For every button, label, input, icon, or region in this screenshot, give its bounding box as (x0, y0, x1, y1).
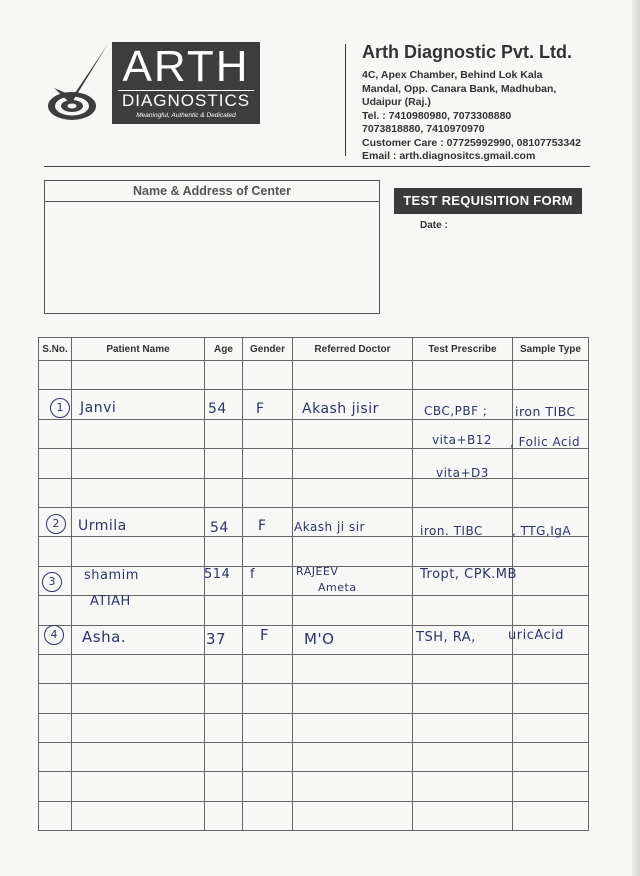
table-row (39, 537, 589, 566)
hw-age: 514 (204, 567, 231, 582)
hw-test-prescribe: vita+B12 (432, 433, 493, 447)
table-row (39, 684, 589, 713)
table-cell[interactable] (39, 772, 72, 801)
col-header-age: Age (205, 338, 243, 361)
table-cell[interactable] (413, 654, 513, 683)
table-cell[interactable] (513, 801, 589, 830)
table-cell[interactable] (205, 654, 243, 683)
table-cell[interactable] (513, 772, 589, 801)
table-row (39, 654, 589, 683)
table-cell[interactable] (72, 361, 205, 390)
table-cell[interactable] (205, 801, 243, 830)
center-box-heading: Name & Address of Center (45, 181, 379, 202)
table-cell[interactable] (39, 419, 72, 448)
table-cell[interactable] (243, 507, 293, 536)
table-cell[interactable] (243, 537, 293, 566)
table-cell[interactable] (413, 713, 513, 742)
table-cell[interactable] (413, 743, 513, 772)
table-cell[interactable] (513, 743, 589, 772)
table-cell[interactable] (413, 772, 513, 801)
col-header-gender: Gender (243, 338, 293, 361)
hw-test-prescribe: iron. TIBC (420, 524, 483, 538)
company-logo (112, 42, 260, 124)
hw-test-prescribe: vita+D3 (436, 466, 489, 480)
hw-age: 54 (208, 401, 227, 417)
hw-patient-name: shamim (84, 568, 139, 583)
logo-wordmark: ARTH (122, 42, 250, 91)
table-row (39, 743, 589, 772)
table-cell[interactable] (243, 419, 293, 448)
company-info (362, 42, 634, 164)
hw-patient-name: Asha. (82, 628, 127, 646)
hw-test-prescribe: Tropt, CPK.MB (420, 567, 517, 582)
table-cell[interactable] (293, 596, 413, 625)
table-cell[interactable] (293, 684, 413, 713)
table-cell[interactable] (293, 361, 413, 390)
telephone-line: Tel. : 7410980980, 7073308880 (362, 109, 512, 122)
table-cell[interactable] (72, 772, 205, 801)
table-cell[interactable] (72, 801, 205, 830)
table-cell[interactable] (39, 713, 72, 742)
table-cell[interactable] (293, 743, 413, 772)
table-cell[interactable] (39, 361, 72, 390)
telephone-line: 7073818880, 7410970970 (362, 123, 485, 135)
table-cell[interactable] (72, 713, 205, 742)
hw-referred-doctor: Akash jisir (302, 401, 379, 417)
table-cell[interactable] (243, 654, 293, 683)
table-cell[interactable] (243, 478, 293, 507)
table-cell[interactable] (39, 654, 72, 683)
table-cell[interactable] (513, 566, 589, 595)
hw-patient-name: Urmila (78, 518, 127, 534)
table-cell[interactable] (413, 596, 513, 625)
company-name: Arth Diagnostic Pvt. Ltd. (362, 42, 573, 62)
hw-referred-doctor: RAJEEV (296, 565, 339, 578)
table-cell[interactable] (39, 684, 72, 713)
table-cell[interactable] (243, 772, 293, 801)
table-cell[interactable] (513, 596, 589, 625)
col-header-patient-name: Patient Name (72, 338, 205, 361)
table-cell[interactable] (513, 684, 589, 713)
hw-sample-type: , TTG,IgA (512, 524, 572, 538)
table-cell[interactable] (413, 684, 513, 713)
table-cell[interactable] (205, 596, 243, 625)
table-cell[interactable] (205, 478, 243, 507)
table-cell[interactable] (72, 478, 205, 507)
table-cell[interactable] (293, 713, 413, 742)
address-line: Mandal, Opp. Canara Bank, Madhuban, (362, 82, 557, 95)
table-cell[interactable] (72, 449, 205, 478)
target-check-logo-icon (44, 40, 114, 124)
table-cell[interactable] (243, 361, 293, 390)
col-header-referred-doctor: Referred Doctor (293, 338, 413, 361)
header-rule (44, 166, 590, 167)
hw-referred-doctor: Akash ji sir (294, 520, 365, 534)
hw-referred-doctor: M'O (304, 630, 335, 648)
col-header-test-prescribe: Test Prescribe (413, 338, 513, 361)
table-cell[interactable] (513, 537, 589, 566)
table-cell[interactable] (205, 713, 243, 742)
table-cell[interactable] (513, 449, 589, 478)
table-cell[interactable] (413, 478, 513, 507)
table-row (39, 801, 589, 830)
table-cell[interactable] (72, 419, 205, 448)
hw-age: 54 (210, 520, 229, 536)
email-line: Email : arth.diagnositcs.gmail.com (362, 150, 536, 162)
table-cell[interactable] (205, 361, 243, 390)
table-cell[interactable] (205, 772, 243, 801)
table-cell[interactable] (243, 801, 293, 830)
table-cell[interactable] (72, 743, 205, 772)
table-cell[interactable] (513, 713, 589, 742)
table-cell[interactable] (293, 654, 413, 683)
hw-test-prescribe: CBC,PBF ; (424, 404, 488, 418)
serial-circle: 2 (46, 514, 66, 534)
table-cell[interactable] (513, 654, 589, 683)
hw-gender: F (260, 626, 270, 644)
table-cell[interactable] (39, 478, 72, 507)
table-header-row (39, 338, 589, 361)
table-cell[interactable] (205, 743, 243, 772)
col-header-sno: S.No. (39, 338, 72, 361)
table-cell[interactable] (72, 684, 205, 713)
table-cell[interactable] (72, 537, 205, 566)
table-row (39, 449, 589, 478)
table-cell[interactable] (243, 390, 293, 419)
table-row (39, 361, 589, 390)
table-cell[interactable] (39, 801, 72, 830)
col-header-sample-type: Sample Type (513, 338, 589, 361)
hw-gender: F (256, 401, 265, 417)
table-cell[interactable] (243, 449, 293, 478)
table-row (39, 419, 589, 448)
center-address-box[interactable] (44, 180, 380, 314)
hw-sample-type: , Folic Acid (510, 435, 581, 449)
hw-age: 37 (206, 630, 227, 648)
form-title: TEST REQUISITION FORM (394, 188, 582, 214)
table-cell[interactable] (293, 419, 413, 448)
table-cell[interactable] (513, 361, 589, 390)
customer-care-line: Customer Care : 07725992990, 08107753342 (362, 136, 581, 149)
table-row (39, 478, 589, 507)
table-row (39, 772, 589, 801)
table-cell[interactable] (243, 713, 293, 742)
table-cell[interactable] (293, 801, 413, 830)
table-cell[interactable] (243, 743, 293, 772)
table-cell[interactable] (293, 478, 413, 507)
logo-tagline: Meaningful, Authentic & Dedicated (136, 112, 236, 119)
hw-referred-doctor: Ameta (318, 581, 357, 594)
hw-sample-type: iron TIBC (515, 404, 576, 419)
hw-gender: F (258, 518, 267, 534)
logo-subtitle: DIAGNOSTICS (118, 90, 254, 111)
table-cell[interactable] (205, 419, 243, 448)
table-cell[interactable] (513, 478, 589, 507)
table-cell[interactable] (205, 537, 243, 566)
table-cell[interactable] (413, 537, 513, 566)
serial-circle: 3 (42, 572, 62, 592)
table-cell[interactable] (205, 684, 243, 713)
table-cell[interactable] (413, 361, 513, 390)
hw-sample-type: uricAcid (508, 628, 565, 643)
hw-patient-name: ATIAH (90, 594, 131, 609)
header-divider (345, 44, 346, 156)
hw-gender: f (250, 567, 256, 582)
hw-test-prescribe: TSH, RA, (416, 630, 476, 645)
table-cell[interactable] (39, 743, 72, 772)
table-cell[interactable] (293, 537, 413, 566)
table-cell[interactable] (39, 537, 72, 566)
table-cell[interactable] (413, 801, 513, 830)
table-cell[interactable] (205, 449, 243, 478)
table-cell[interactable] (243, 596, 293, 625)
table-cell[interactable] (72, 654, 205, 683)
address-line: Udaipur (Raj.) (362, 96, 431, 108)
table-cell[interactable] (293, 449, 413, 478)
table-cell[interactable] (243, 684, 293, 713)
hw-patient-name: Janvi (80, 400, 117, 416)
address-line: 4C, Apex Chamber, Behind Lok Kala (362, 69, 543, 81)
serial-circle: 4 (44, 625, 64, 645)
serial-circle: 1 (50, 398, 70, 418)
table-cell[interactable] (39, 596, 72, 625)
table-row (39, 713, 589, 742)
date-label: Date : (420, 220, 448, 231)
table-cell[interactable] (293, 772, 413, 801)
table-cell[interactable] (39, 449, 72, 478)
